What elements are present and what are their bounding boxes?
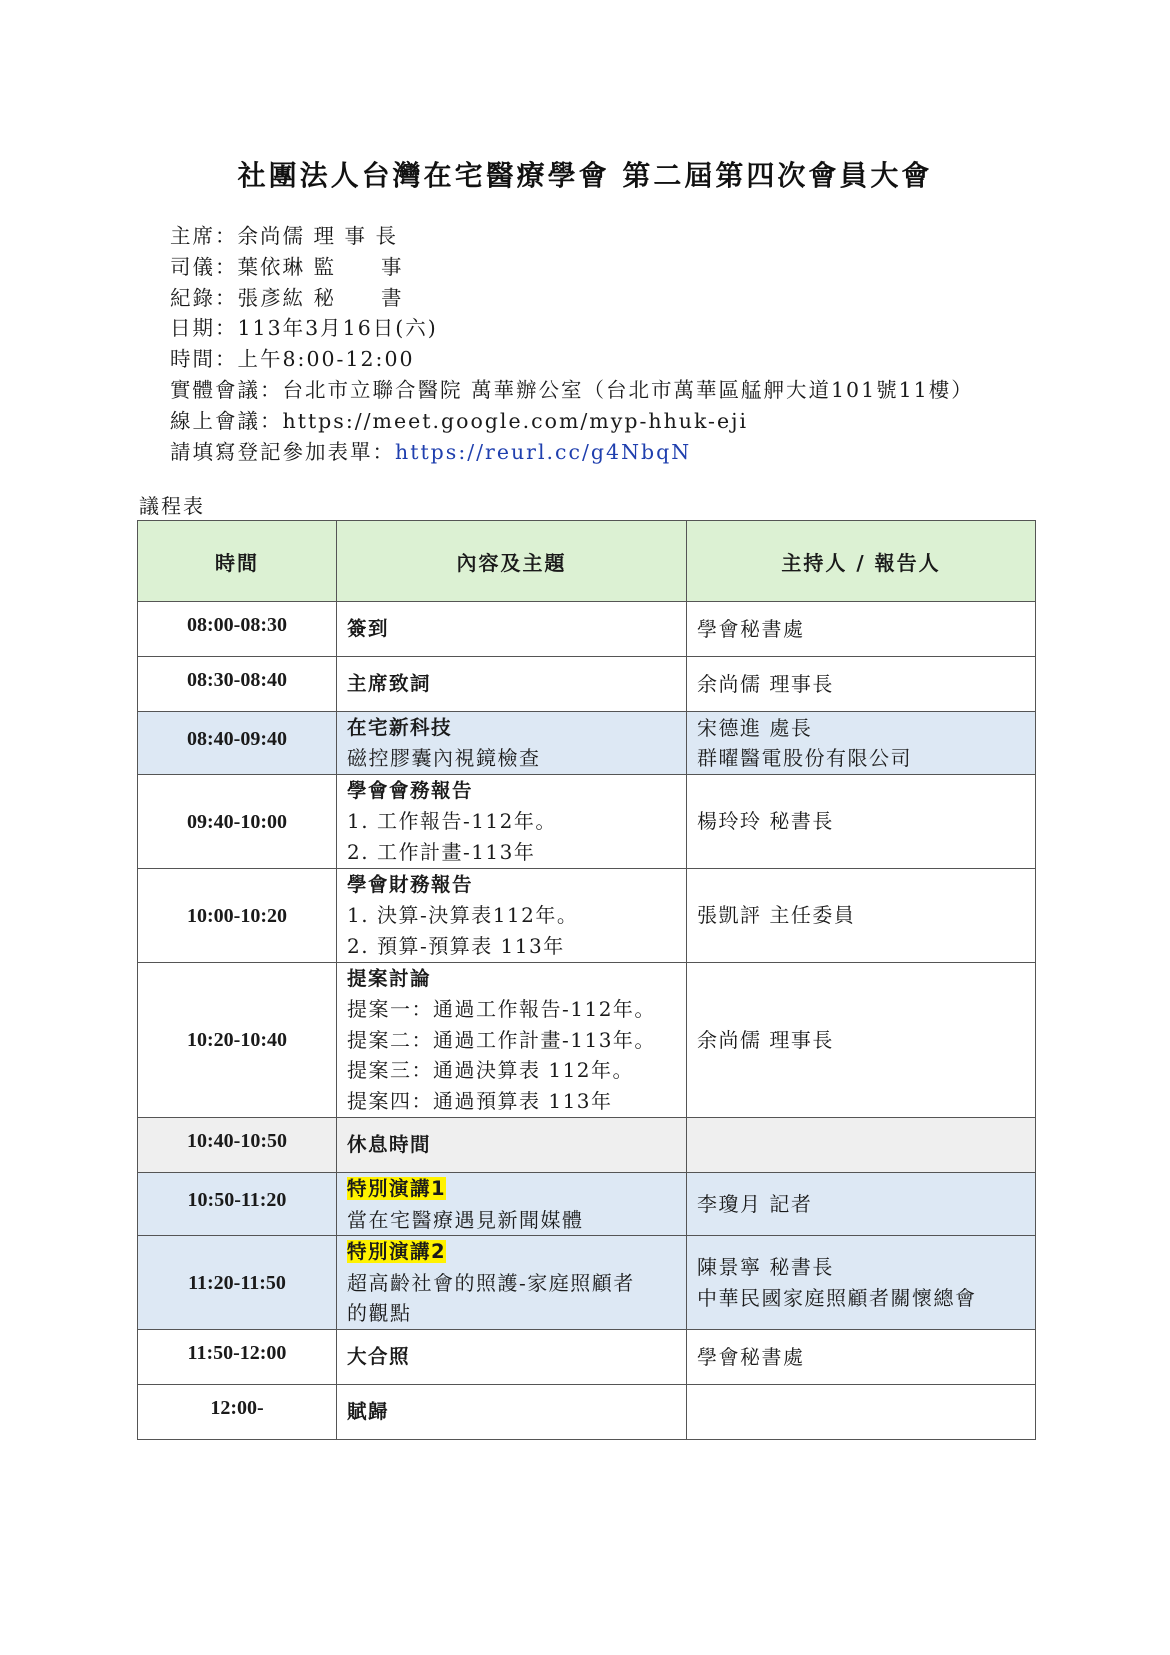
table-row [138,1118,1036,1173]
row-topic: 學會會務報告 [347,778,474,802]
info-label: 日期： [170,316,238,341]
row-content [337,1385,687,1440]
row-host [687,1385,1036,1440]
info-venue [170,375,974,406]
table-row [138,1385,1036,1440]
row-content [337,657,687,712]
header-content: 內容及主題 [337,521,687,602]
row-host [687,602,1036,657]
info-label: 時間： [170,347,238,372]
row-topic: 特別演講2 [347,1240,447,1264]
row-host [687,869,1036,963]
info-value: 葉依琳 監 事 [237,254,404,279]
content-line: 超高齡社會的照護-家庭照顧者 [347,1270,635,1295]
info-recorder [170,283,974,314]
row-topic: 在宅新科技 [347,715,453,739]
info-emcee [170,252,974,283]
row-content [337,869,687,963]
content-line: 1. 決算-決算表112年。 [347,903,579,928]
row-time: 12:00- [138,1385,337,1440]
table-row [138,657,1036,712]
row-time: 08:00-08:30 [138,602,337,657]
content-line: 2. 預算-預算表 113年 [347,933,565,958]
row-time: 08:40-09:40 [138,712,337,775]
row-host [687,1236,1036,1330]
table-row [138,1236,1036,1330]
content-line: 2. 工作計畫-113年 [347,839,536,864]
header-host: 主持人 / 報告人 [687,521,1036,602]
row-topic: 學會財務報告 [347,872,474,896]
row-topic: 休息時間 [347,1132,432,1156]
header-time: 時間 [138,521,337,602]
row-time: 10:40-10:50 [138,1118,337,1173]
row-content [337,1330,687,1385]
info-online [170,406,974,437]
info-label: 請填寫登記參加表單： [170,439,395,464]
content-line: 提案三：通過決算表 112年。 [347,1058,635,1083]
row-content [337,963,687,1118]
content-line: 的觀點 [347,1301,412,1326]
row-topic: 大合照 [347,1344,411,1368]
agenda-table [137,520,1036,1440]
registration-link[interactable]: https://reurl.cc/g4NbqN [395,439,692,464]
document-title: 社團法人台灣在宅醫療學會 第二屆第四次會員大會 [237,159,933,192]
host-line: 張凱評 主任委員 [697,903,856,928]
row-time: 10:20-10:40 [138,963,337,1118]
content-line: 提案一：通過工作報告-112年。 [347,997,656,1022]
table-row [138,712,1036,775]
row-time: 10:00-10:20 [138,869,337,963]
info-value: 上午8:00-12:00 [237,347,415,372]
row-host [687,712,1036,775]
info-label: 紀錄： [170,285,238,310]
host-line: 楊玲玲 秘書長 [697,809,834,834]
row-content [337,775,687,869]
row-topic: 簽到 [347,616,390,640]
online-meeting-url: https://meet.google.com/myp-hhuk-eji [282,408,749,433]
info-value: 113年3月16日(六) [237,316,438,341]
row-topic: 特別演講1 [347,1177,447,1200]
content-line: 提案四：通過預算表 113年 [347,1088,613,1113]
info-registration [170,437,974,468]
table-row [138,1330,1036,1385]
table-row [138,602,1036,657]
host-line: 余尚儒 理事長 [697,1027,834,1052]
row-topic: 賦歸 [347,1399,390,1423]
content-line: 磁控膠囊內視鏡檢查 [347,746,541,770]
host-line: 學會秘書處 [697,1344,805,1369]
row-content [337,712,687,775]
info-value: 余尚儒 理 事 長 [237,224,399,248]
host-line: 余尚儒 理事長 [697,671,834,696]
row-host [687,775,1036,869]
table-row [138,963,1036,1118]
info-value: 台北市立聯合醫院 萬華辦公室（台北市萬華區艋舺大道101號11樓） [282,377,974,402]
agenda-label: 議程表 [139,494,205,518]
info-label: 主席： [170,224,238,248]
row-time: 11:20-11:50 [138,1236,337,1330]
row-host [687,963,1036,1118]
row-topic: 提案討論 [347,966,432,990]
host-line: 陳景寧 秘書長 [697,1255,834,1279]
row-content [337,602,687,657]
meeting-info [170,221,974,467]
table-row [138,1173,1036,1236]
row-time: 11:50-12:00 [138,1330,337,1385]
table-header-row [138,521,1036,602]
info-time [170,344,974,375]
table-row [138,775,1036,869]
content-line: 當在宅醫療遇見新聞媒體 [347,1207,584,1232]
info-label: 司儀： [170,254,238,279]
row-content [337,1173,687,1236]
info-value: 張彥紘 秘 書 [237,285,404,310]
host-line: 中華民國家庭照顧者關懷總會 [697,1285,977,1310]
row-time: 08:30-08:40 [138,657,337,712]
info-date [170,313,974,344]
info-label: 實體會議： [170,377,283,402]
table-row [138,869,1036,963]
info-chair [170,221,974,252]
row-time: 09:40-10:00 [138,775,337,869]
row-host [687,1330,1036,1385]
host-line: 學會秘書處 [697,616,805,641]
host-line: 宋德進 處長 [697,715,813,740]
row-host [687,657,1036,712]
row-time: 10:50-11:20 [138,1173,337,1236]
row-content [337,1236,687,1330]
info-label: 線上會議： [170,408,283,433]
row-host [687,1173,1036,1236]
content-line: 1. 工作報告-112年。 [347,809,557,834]
content-line: 提案二：通過工作計畫-113年。 [347,1027,656,1052]
row-content [337,1118,687,1173]
row-host [687,1118,1036,1173]
host-line: 群曜醫電股份有限公司 [697,746,912,770]
row-topic: 主席致詞 [347,671,432,695]
host-line: 李瓊月 記者 [697,1191,813,1216]
